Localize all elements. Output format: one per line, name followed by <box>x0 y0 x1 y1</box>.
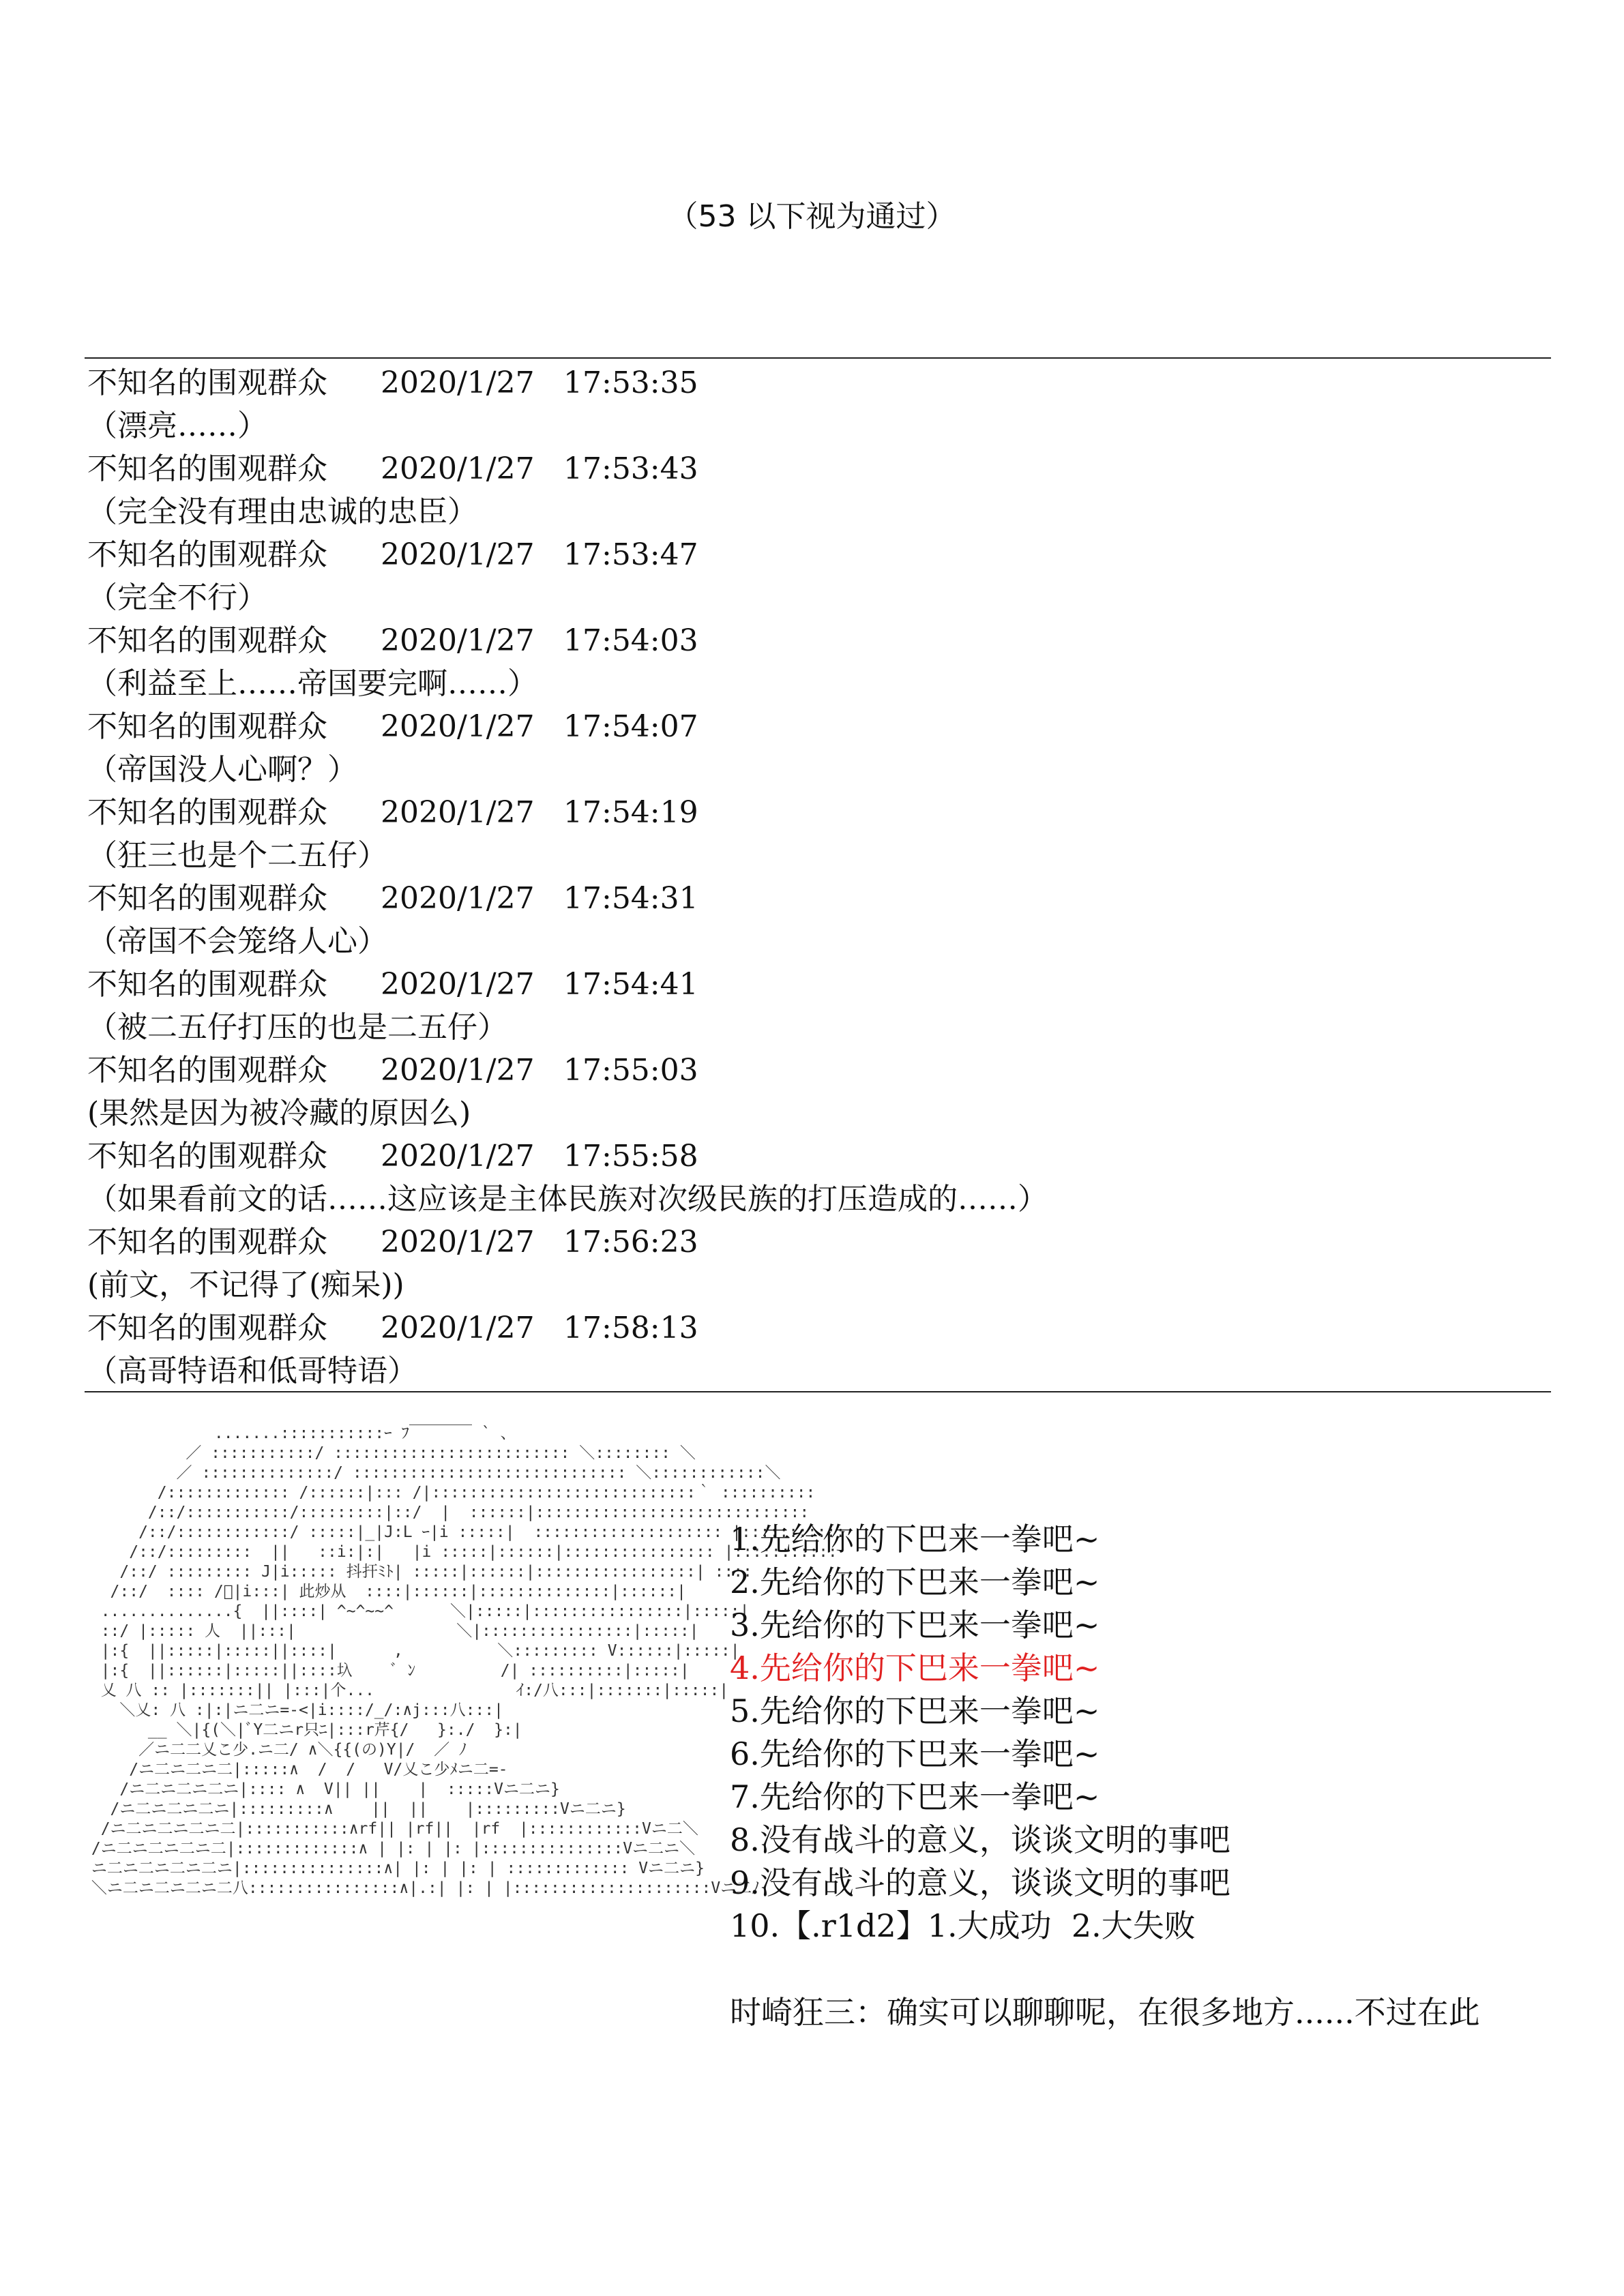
comment-text: （帝国不会笼络人心） <box>87 924 387 959</box>
comment-time: 17:56:23 <box>563 1225 698 1259</box>
comment-header <box>87 619 1547 662</box>
comment-date: 2020/1/27 <box>381 795 535 830</box>
choice-option: 2.先给你的下巴来一拳吧~ <box>730 1564 1100 1600</box>
choice-option: 8.没有战斗的意义，谈谈文明的事吧 <box>730 1821 1230 1858</box>
comment-date: 2020/1/27 <box>381 451 535 486</box>
comment-date: 2020/1/27 <box>381 967 535 1002</box>
comment-author: 不知名的围观群众 <box>87 881 327 916</box>
comment-entry <box>87 1307 1547 1392</box>
comment-time: 17:55:03 <box>563 1053 698 1088</box>
comment-author: 不知名的围观群众 <box>87 537 327 572</box>
comment-header <box>87 791 1547 834</box>
comment-header <box>87 705 1547 748</box>
comment-entry <box>87 447 1547 533</box>
choice-option: 7.先给你的下巴来一拳吧~ <box>730 1778 1100 1815</box>
comment-time: 17:53:35 <box>563 366 698 400</box>
comment-header <box>87 1307 1547 1350</box>
comment-time: 17:54:41 <box>563 967 698 1002</box>
comment-text: （如果看前文的话……这应该是主体民族对次级民族的打压造成的……） <box>87 1182 1048 1217</box>
choice-list <box>730 1518 1582 1948</box>
comment-header <box>87 1221 1547 1264</box>
choice-option: 9.没有战斗的意义，谈谈文明的事吧 <box>730 1864 1230 1901</box>
comment-date: 2020/1/27 <box>381 1053 535 1088</box>
comment-time: 17:58:13 <box>563 1311 698 1345</box>
choice-option: 3.先给你的下巴来一拳吧~ <box>730 1607 1100 1643</box>
comment-entry <box>87 619 1547 705</box>
comment-header <box>87 1049 1547 1092</box>
comment-text: （帝国没人心啊？） <box>87 752 357 787</box>
choice-option-selected: 4.先给你的下巴来一拳吧~ <box>730 1650 1100 1686</box>
comment-entry <box>87 791 1547 877</box>
comment-time: 17:54:03 <box>563 623 698 658</box>
comment-text: (前文，不记得了(痴呆)) <box>87 1268 404 1302</box>
comment-entry <box>87 533 1547 619</box>
comment-author: 不知名的围观群众 <box>87 366 327 400</box>
comment-header <box>87 877 1547 920</box>
comment-author: 不知名的围观群众 <box>87 1225 327 1259</box>
comment-time: 17:54:19 <box>563 795 698 830</box>
comment-text: （漂亮……） <box>87 408 267 443</box>
comment-entry <box>87 361 1547 447</box>
comment-text: (果然是因为被冷藏的原因么) <box>87 1096 471 1131</box>
comments-bottom-divider <box>85 1391 1551 1392</box>
comment-entry <box>87 963 1547 1049</box>
comment-author: 不知名的围观群众 <box>87 1139 327 1174</box>
comment-time: 17:53:47 <box>563 537 698 572</box>
comment-header <box>87 533 1547 576</box>
comment-author: 不知名的围观群众 <box>87 795 327 830</box>
comment-entry <box>87 1221 1547 1307</box>
choice-option: 6.先给你的下巴来一拳吧~ <box>730 1735 1100 1772</box>
comment-date: 2020/1/27 <box>381 537 535 572</box>
comment-author: 不知名的围观群众 <box>87 451 327 486</box>
comment-date: 2020/1/27 <box>381 1311 535 1345</box>
comment-date: 2020/1/27 <box>381 1225 535 1259</box>
comment-list <box>87 361 1547 1392</box>
vote-threshold-note: （53 以下视为通过） <box>668 199 956 234</box>
comment-date: 2020/1/27 <box>381 881 535 916</box>
comment-author: 不知名的围观群众 <box>87 709 327 744</box>
comment-entry <box>87 877 1547 963</box>
comment-author: 不知名的围观群众 <box>87 967 327 1002</box>
comment-time: 17:54:31 <box>563 881 698 916</box>
comment-header <box>87 447 1547 490</box>
comment-header <box>87 361 1547 404</box>
comment-text: （利益至上……帝国要完啊……） <box>87 666 537 701</box>
comment-author: 不知名的围观群众 <box>87 1053 327 1088</box>
comment-header <box>87 1135 1547 1178</box>
comment-date: 2020/1/27 <box>381 623 535 658</box>
comment-time: 17:53:43 <box>563 451 698 486</box>
choice-option: 1.先给你的下巴来一拳吧~ <box>730 1521 1100 1557</box>
comment-date: 2020/1/27 <box>381 1139 535 1174</box>
comment-text: （完全不行） <box>87 580 267 615</box>
comment-text: （高哥特语和低哥特语） <box>87 1354 417 1388</box>
comment-author: 不知名的围观群众 <box>87 1311 327 1345</box>
character-ascii-art: .......:::::::::::ｰ ﾌ￣￣￣￣ ` 、 ／ :::::::::::/ ::::::::::::::::::::::::: ＼:::::::: ＼ ／ ::::::::::::::/ ::::::::::::::::::::::::::::: ＼::::::::::::＼ /::::::::::::: /::::::|::: /|::::::::::::::::::::::::::::｀ :::::::::: /::/:::::::::::/:::::::::|::/ | ::::::|::::::::::::::::::::::::::::: /::/::::::::::::/ :::::|_|J:L ｰ|i :::::| :::::::::::::::::::: |::::::::::: /::/::::::::: || ::i:|:| |i :::::|::::::|:::::::::::::::: |::::::::::: /::/ ::::::::: J|i::::: 抖扞ﾐﾄ| :::::|::::::|:::::::::::::::::| :::: /::/ :::: /ﾞ|i:::| 此炒从 ::::|::::::|::::::::::::::|::::::| ..............{ ||::::| ^~^~~^ ＼|:::::|::::::::::::::::|:::::| ::/ |::::: 人 ||:::| ＼|::::::::::::::::|:::::| |:{ ||:::::|:::::||::::| , ＼::::::::: V::::::|:::::| |:{ ||::::::|:::::||::::圦 ﾞ ﾝ /| ::::::::::|:::::| 乂 八 :: |:::::::|| |:::|个... ｲ:/八:::|:::::::|:::::| ＼乂: 八 :|:|ニ二ニ=-<|i::::/_/:∧j:::八:::| __ ＼|{(＼|ﾞY二ニr只ﾆ|:::r芹{/ }:./ }:| ／ニ二二乂こ少.ニ二/ ∧＼{{(の)Y|/ ／ ﾉ /ニ二ニ二ニ二|:::::∧ / / V/乂こ少ﾒニ二=- /ニ二ニ二ニ二ニ|:::: ∧ V|| || | :::::Vニ二ニ} /ニ二ニ二ニ二ニ|:::::::::∧ || || |:::::::::Vニ二ニ} /ニ二ニ二ニ二ニ二|:::::::::::∧rf|| |rf|| |rf |::::::::::::Vニ二＼ /ニ二ニ二ニ二ニ二|:::::::::::::∧ | |: | |: |:::::::::::::::Vニ二ニ＼ ニ二ニ二ニ二ニ二ニ|:::::::::::::::∧| |: | |: | ::::::::::::: Vニ二ニ} ＼ニ二ニ二ニ二ニ二八::::::::::::::::∧|.:| |: | |:::::::::::::::::::::Vニ二ﾉ <box>91 1425 846 1897</box>
comment-time: 17:54:07 <box>563 709 698 744</box>
character-dialogue: 时崎狂三：确实可以聊聊呢，在很多地方......不过在此 <box>730 1994 1480 2031</box>
comment-date: 2020/1/27 <box>381 366 535 400</box>
comment-date: 2020/1/27 <box>381 709 535 744</box>
comment-entry <box>87 705 1547 791</box>
comment-entry <box>87 1049 1547 1135</box>
comment-author: 不知名的围观群众 <box>87 623 327 658</box>
comment-text: （被二五仔打压的也是二五仔） <box>87 1010 507 1045</box>
choice-option: 5.先给你的下巴来一拳吧~ <box>730 1693 1100 1729</box>
comment-entry <box>87 1135 1547 1221</box>
comment-header <box>87 963 1547 1006</box>
comment-text: （狂三也是个二五仔） <box>87 838 387 873</box>
comment-time: 17:55:58 <box>563 1139 698 1174</box>
comment-text: （完全没有理由忠诚的忠臣） <box>87 494 477 529</box>
dice-roll-option: 10.【.r1d2】1.大成功 2.大失败 <box>730 1907 1196 1944</box>
comments-top-divider <box>85 357 1551 359</box>
